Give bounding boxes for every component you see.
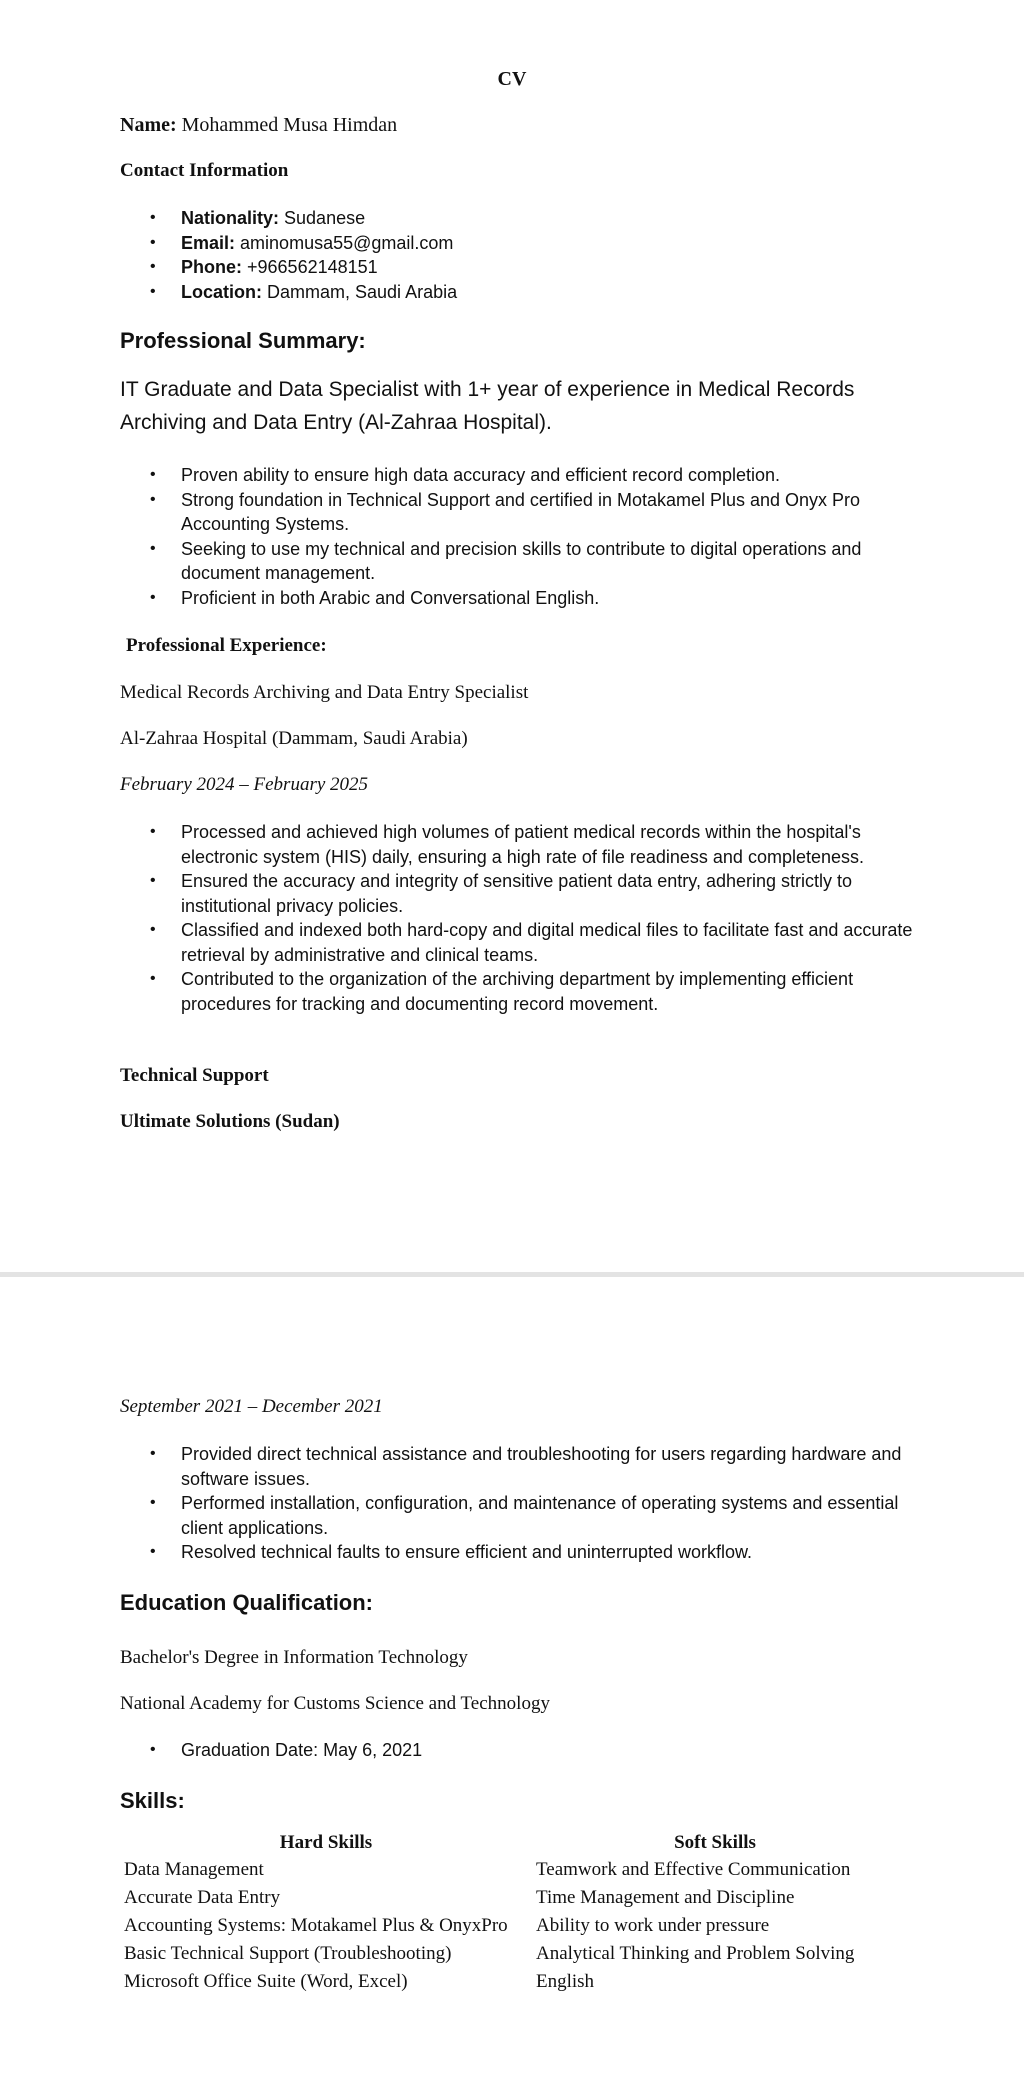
name-value: Mohammed Musa Himdan (181, 114, 398, 136)
list-item: • Proven ability to ensure high data accuracy and efficient record completion. (120, 463, 930, 488)
education-institution: National Academy for Customs Science and Technology (120, 1693, 550, 1714)
table-row (120, 1856, 898, 1884)
skills-header-row (120, 1832, 898, 1856)
summary-bullets (120, 463, 930, 610)
name-line (120, 114, 397, 137)
contact-item-location: • Location: Dammam, Saudi Arabia (120, 280, 457, 305)
skills-column-header: Hard Skills (279, 1832, 373, 1853)
list-item: • Graduation Date: May 6, 2021 (120, 1738, 422, 1763)
job-1-bullets (120, 820, 920, 1016)
list-item: • Ensured the accuracy and integrity of sensitive patient data entry, adhering strictly to institutional privacy policies. (120, 869, 920, 918)
list-item: • Contributed to the organization of the archiving department by implementing efficient procedures for tracking and documenting record movement. (120, 967, 920, 1016)
table-cell: Data Management (124, 1859, 264, 1880)
skills-heading: Skills: (120, 1788, 185, 1813)
table-row (120, 1912, 898, 1940)
list-item: • Strong foundation in Technical Support and certified in Motakamel Plus and Onyx Pro Accounting Systems. (120, 488, 930, 537)
contact-heading: Contact Information (120, 160, 289, 181)
contact-item-phone: • Phone: +966562148151 (120, 255, 457, 280)
job-1-dates: February 2024 – February 2025 (120, 774, 369, 795)
job-2-company: Ultimate Solutions (Sudan) (120, 1111, 340, 1132)
table-cell: Time Management and Discipline (536, 1887, 795, 1908)
contact-list (120, 206, 457, 304)
education-heading: Education Qualification: (120, 1590, 374, 1615)
list-item: • Classified and indexed both hard-copy and digital medical files to facilitate fast and accurate retrieval by administrative and clinical teams. (120, 918, 920, 967)
job-2-dates: September 2021 – December 2021 (120, 1396, 383, 1417)
table-cell: English (536, 1971, 595, 1992)
summary-heading: Professional Summary: (120, 328, 366, 353)
contact-item-nationality: • Nationality: Sudanese (120, 206, 457, 231)
education-bullets (120, 1738, 422, 1763)
table-cell: Accounting Systems: Motakamel Plus & OnyxPro (124, 1915, 508, 1936)
table-cell: Accurate Data Entry (124, 1887, 281, 1908)
skills-column-header: Soft Skills (674, 1832, 756, 1853)
experience-heading: Professional Experience: (126, 635, 327, 656)
table-row (120, 1940, 898, 1968)
job-2-title: Technical Support (120, 1065, 269, 1086)
list-item: • Seeking to use my technical and precision skills to contribute to digital operations and document management. (120, 537, 930, 586)
contact-item-email: • Email: aminomusa55@gmail.com (120, 231, 457, 256)
summary-text: IT Graduate and Data Specialist with 1+ year of experience in Medical Records Archiving and Data Entry (Al-Zahraa Hospital). (120, 378, 855, 434)
list-item: • Provided direct technical assistance and troubleshooting for users regarding hardware and software issues. (120, 1442, 920, 1491)
name-label: Name: (120, 114, 177, 136)
document-title: CV (497, 68, 527, 90)
table-cell: Ability to work under pressure (536, 1915, 770, 1936)
skills-table (120, 1832, 898, 1996)
table-cell: Teamwork and Effective Communication (536, 1859, 851, 1880)
job-1-company: Al-Zahraa Hospital (Dammam, Saudi Arabia) (120, 728, 468, 749)
education-degree: Bachelor's Degree in Information Technology (120, 1647, 468, 1668)
table-cell: Basic Technical Support (Troubleshooting) (124, 1943, 452, 1964)
list-item: • Resolved technical faults to ensure efficient and uninterrupted workflow. (120, 1540, 920, 1565)
list-item: • Proficient in both Arabic and Conversational English. (120, 586, 930, 611)
job-2-bullets (120, 1442, 920, 1565)
table-cell: Microsoft Office Suite (Word, Excel) (124, 1971, 408, 1992)
table-row (120, 1884, 898, 1912)
table-row (120, 1968, 898, 1996)
list-item: • Processed and achieved high volumes of patient medical records within the hospital's electronic system (HIS) daily, ensuring a high rate of file readiness and completeness. (120, 820, 920, 869)
list-item: • Performed installation, configuration, and maintenance of operating systems and essential client applications. (120, 1491, 920, 1540)
table-cell: Analytical Thinking and Problem Solving (536, 1943, 855, 1964)
job-1-title: Medical Records Archiving and Data Entry Specialist (120, 682, 529, 703)
